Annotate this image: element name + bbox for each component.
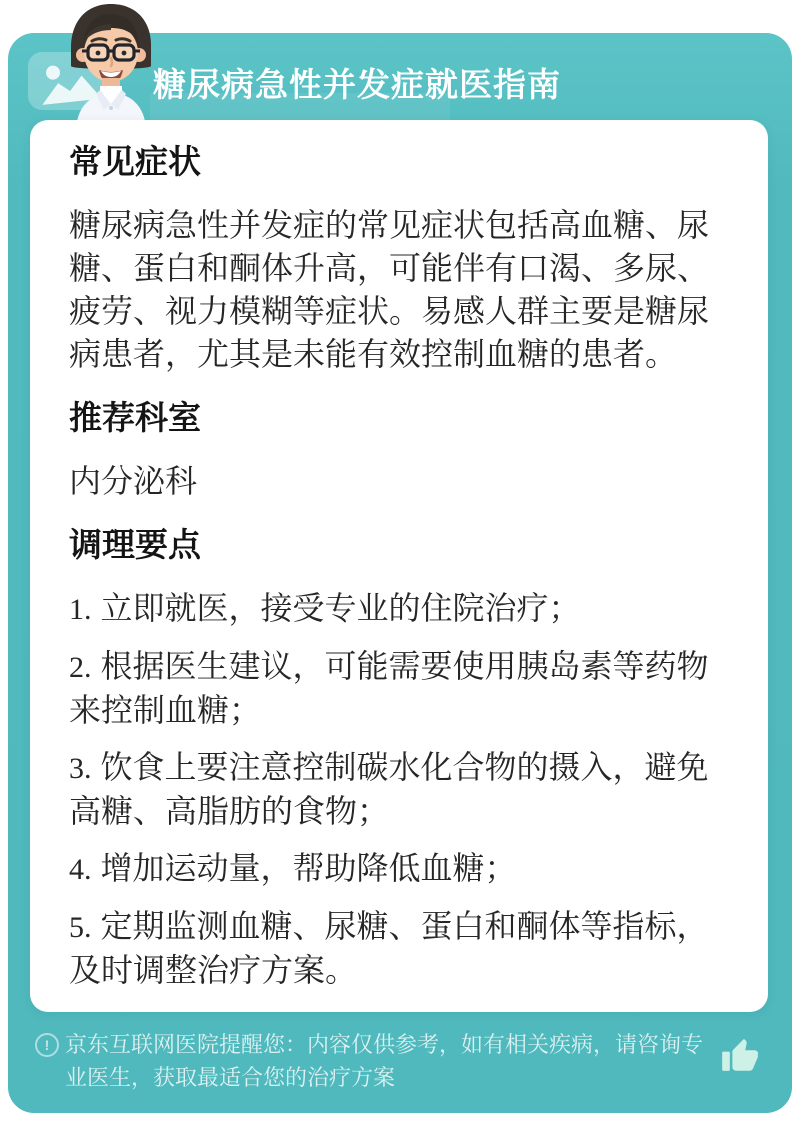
care-item-1-text: 立即就医，接受专业的住院治疗；: [100, 590, 581, 626]
guide-panel: [8, 33, 792, 1113]
care-item-5-number: 5.: [69, 911, 92, 944]
care-item-3: [69, 746, 729, 833]
section-heading-care: 调理要点: [69, 526, 201, 563]
care-item-3-number: 3.: [69, 752, 92, 785]
care-item-5: [69, 905, 729, 992]
section-heading-department: 推荐科室: [69, 399, 201, 436]
care-item-2: [69, 645, 729, 732]
thumbs-up-icon[interactable]: [719, 1035, 761, 1082]
care-item-2-text: 根据医生建议，可能需要使用胰岛素等药物来控制血糖；: [69, 648, 709, 728]
care-item-4: [69, 847, 729, 891]
content-card: [30, 120, 768, 1012]
department-paragraph: 内分泌科: [69, 463, 198, 499]
care-item-1-number: 1.: [69, 593, 92, 626]
panel-header: [8, 33, 792, 121]
care-item-1: [69, 587, 729, 631]
care-item-4-text: 增加运动量，帮助降低血糖；: [100, 850, 517, 886]
symptoms-paragraph: 糖尿病急性并发症的常见症状包括高血糖、尿糖、蛋白和酮体升高，可能伴有口渴、多尿、疲劳、视力模糊等症状。易感人群主要是糖尿病患者，尤其是未能有效控制血糖的患者。: [69, 207, 710, 372]
care-item-5-text: 定期监测血糖、尿糖、蛋白和酮体等指标，及时调整治疗方案。: [69, 908, 709, 988]
care-item-4-number: 4.: [69, 853, 92, 886]
care-item-2-number: 2.: [69, 651, 92, 684]
section-heading-symptoms: 常见症状: [69, 143, 201, 180]
disclaimer-text: 京东互联网医院提醒您：内容仅供参考，如有相关疾病，请咨询专业医生，获取最适合您的治疗方案: [65, 1032, 704, 1090]
care-item-3-text: 饮食上要注意控制碳水化合物的摄入，避免高糖、高脂肪的食物；: [69, 749, 709, 829]
exclamation-circle-icon: !: [35, 1033, 59, 1057]
page-title: 糖尿病急性并发症就医指南: [153, 66, 561, 103]
disclaimer-bar: [8, 1009, 792, 1105]
